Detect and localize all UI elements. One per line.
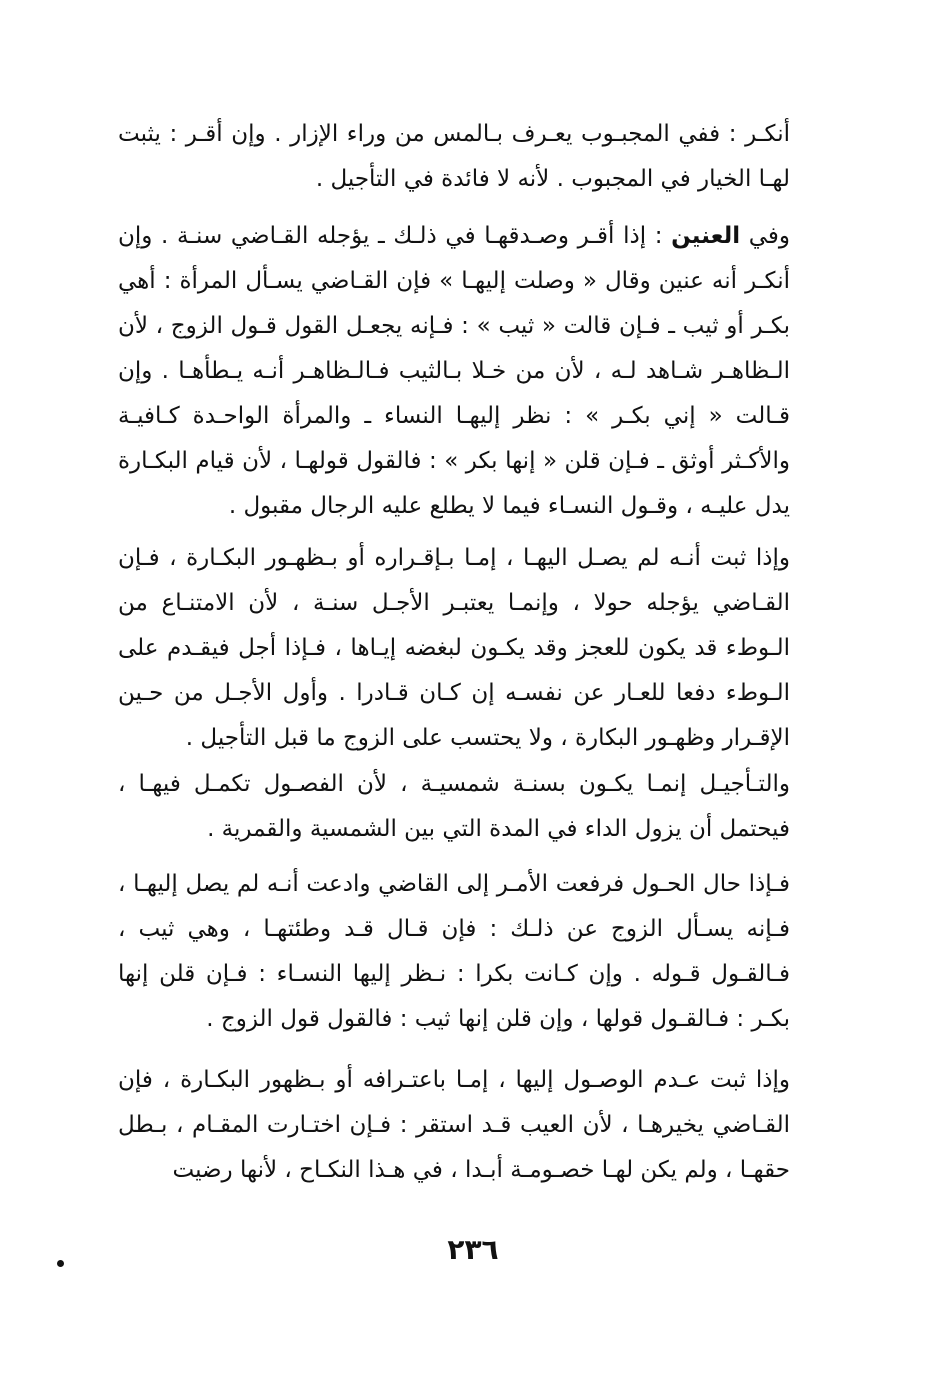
margin-dot-mark bbox=[57, 1260, 64, 1267]
paragraph-4-text: والتـأجيـل إنمـا يكـون بسنـة شمسيـة ، لأن الفصـول تكمـل فيهـا ، فيحتمل أن يزول الداء في المدة التي بين الشمسية والقمرية . bbox=[118, 771, 790, 842]
paragraph-5-text: فـإذا حال الحـول فرفعت الأمـر إلى القاضي وادعت أنـه لم يصل إليهـا ، فـإنه يسـأل الزوج عن ذلـك : فإن قـال قـد وطئتهـا ، وهي ثيب ، فـالقـول قـوله . وإن كـانت بكرا : نـظر إليها النسـاء : فـإن قلن إنها بكـر : فـالقـول قولها ، وإن قلن إنها ثيب : فالقول قول الزوج . bbox=[118, 871, 790, 1032]
paragraph-3-text: وإذا ثبت أنـه لم يصـل اليهـا ، إمـا بـإقـراره أو بـظهـور البكـارة ، فـإن القـاضي يؤجله حولا ، وإنمـا يعتبـر الأجـل سنـة ، لأن الامتنـاع من الـوطء قد يكون للعجز وقد يكـون لبغضه إيـاها ، فـإذا أجل فيقـدم على الـوطء دفعا للعـار عن نفسـه إن كـان قـادرا . وأول الأجـل من حـين الإقـرار وظهـور البكارة ، ولا يحتسب على الزوج ما قبل التأجيل . bbox=[118, 545, 790, 751]
paragraph-2-text: : إذا أقـر وصـدقهـا في ذلـك ـ يؤجله القـاضي سنـة . وإن أنكـر أنه عنين وقال « وصلت إليهـا » فإن القـاضي يسـأل المرأة : أهي بكـر أو ثيب ـ فـإن قالت « ثيب » : فـإنه يجعـل القول قـول الزوج ، لأن الـظاهـر شـاهد لـه ، لأن من خـلا بـالثيب فـالـظاهـر أنـه يـطأهـا . وإن قـالت « إني بكـر » : نظر إليهـا النساء ـ والمرأة الواحـدة كـافيـة والأكـثر أوثق ـ فـإن قلن « إنها بكر » : فالقول قولهـا ، لأن قيام البكـارة يدل عليـه ، وقـول النسـاء فيما لا يطلع عليه الرجال مقبول . bbox=[118, 223, 790, 519]
paragraph-3 bbox=[118, 536, 790, 761]
paragraph-1-text: أنكـر : ففي المجبـوب يعـرف بـالمس من وراء الإزار . وإن أقـر : يثبت لهـا الخيار في المجبوب . لأنه لا فائدة في التأجيل . bbox=[118, 121, 790, 192]
paragraph-1 bbox=[118, 112, 790, 202]
paragraph-5 bbox=[118, 862, 790, 1042]
page-number: ٢٣٦ bbox=[447, 1233, 499, 1266]
paragraph-6-text: وإذا ثبت عـدم الوصـول إليها ، إمـا باعتـرافه أو بـظهور البكـارة ، فإن القـاضي يخيرهـا ، لأن العيب قـد استقر : فـإن اختـارت المقـام ، بـطل حقهـا ، ولم يكن لهـا خصـومـة أبـدا ، في هـذا النكـاح ، لأنها رضيت bbox=[118, 1067, 790, 1183]
paragraph-2 bbox=[118, 214, 790, 529]
paragraph-4 bbox=[118, 762, 790, 852]
paragraph-2-lead: وفي bbox=[740, 223, 790, 249]
paragraph-6 bbox=[118, 1058, 790, 1193]
paragraph-2-term: العنين bbox=[671, 223, 741, 249]
